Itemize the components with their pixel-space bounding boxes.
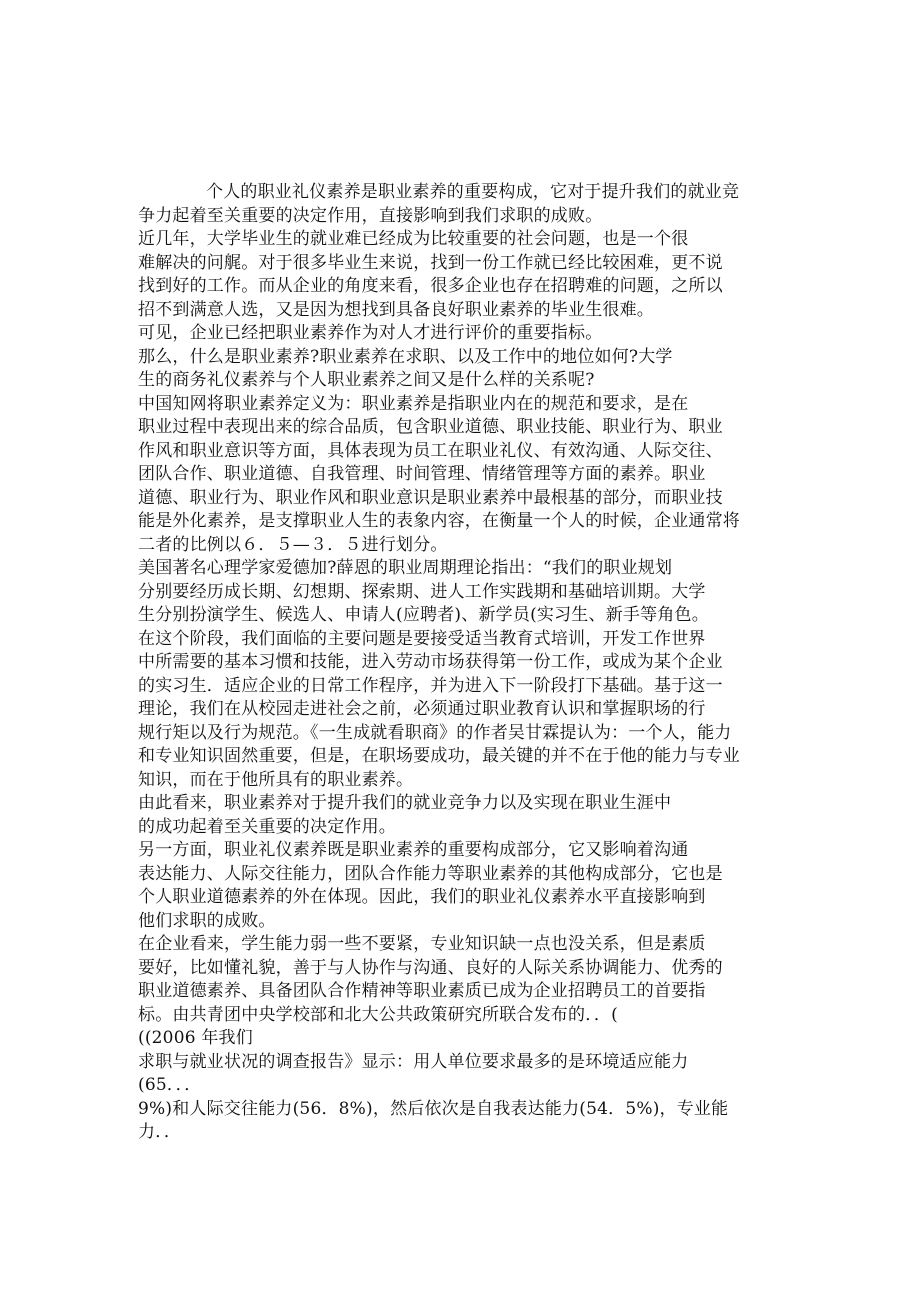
text-line: 生的商务礼仪素养与个人职业素养之间又是什么样的关系呢?	[138, 370, 595, 390]
text-line: 美国著名心理学家爱德加?薛恩的职业周期理论指出：“我们的职业规划	[138, 558, 673, 578]
text-line: 知识，而在于他所具有的职业素养。	[138, 769, 414, 790]
text-line: 能是外化素养，是支撑职业人生的表象内容，在衡量一个人的时候，企业通常将	[138, 511, 740, 531]
text-line: 规行矩以及行为规范。《一生成就看职商》的作者吴甘霖提认为：一个人，能力	[138, 722, 732, 743]
text-line: 争力起着至关重要的决定作用，直接影响到我们求职的成败。	[138, 205, 603, 226]
text-line: 在这个阶段，我们面临的主要问题是要接受适当教育式培训，开发工作世界	[138, 628, 706, 649]
text-line: ((2006 年我们	[138, 1028, 253, 1048]
text-line: (65．．．	[138, 1075, 202, 1095]
document-body	[138, 181, 798, 1145]
text-line: 理论，我们在从校园走进社会之前，必须通过职业教育认识和掌握职场的行	[138, 699, 706, 719]
text-line: 团队合作、职业道德、自我管理、时间管理、情绪管理等方面的素养。职业	[138, 464, 706, 484]
text-line: 的实习生．适应企业的日常工作程序，并为进入下一阶段打下基础。基于这一	[138, 675, 723, 696]
text-line: 中国知网将职业素养定义为：职业素养是指职业内在的规范和要求，是在	[138, 393, 689, 414]
text-line: 9%)和人际交往能力(56．8%)，然后依次是自我表达能力(54．5%)，专业能	[138, 1098, 729, 1119]
text-line: 另一方面，职业礼仪素养既是职业素养的重要构成部分，它又影响着沟通	[138, 840, 689, 860]
text-line: 招不到满意人选，又是因为想找到具备良好职业素养的毕业生很难。	[138, 299, 654, 320]
text-line: 由此看来，职业素养对于提升我们的就业竞争力以及实现在职业生涯中	[138, 793, 672, 813]
text-line: 道德、职业行为、职业作风和职业意识是职业素养中最根基的部分，而职业技	[138, 487, 723, 508]
text-line: 中所需要的基本习惯和技能，进入劳动市场获得第一份工作，或成为某个企业	[138, 652, 723, 672]
text-line: 力．．	[138, 1122, 182, 1142]
text-line: 可见，企业已经把职业素养作为对人才进行评价的重要指标。	[138, 323, 603, 343]
text-line: 标。由共青团中央学校部和北大公共政策研究所联合发布的．．(	[138, 1004, 618, 1025]
text-line: 要好，比如懂礼貌，善于与人协作与沟通、良好的人际关系协调能力、优秀的	[138, 957, 723, 978]
text-line: 那么，什么是职业素养?职业素养在求职、以及工作中的地位如何?大学	[138, 346, 673, 367]
text-line: 职业道德素养、具备团队合作精神等职业素质已成为企业招聘员工的首要指	[138, 981, 706, 1001]
text-line: 作风和职业意识等方面，具体表现为员工在职业礼仪、有效沟通、人际交往、	[138, 440, 723, 461]
text-line: 个人的职业礼仪素养是职业素养的重要构成，它对于提升我们的就业竞	[206, 182, 740, 202]
text-line: 和专业知识固然重要，但是，在职场要成功，最关键的并不在于他的能力与专业	[138, 746, 740, 766]
text-line: 二者的比例以６．５—３．５进行划分。	[138, 534, 448, 555]
text-line: 他们求职的成败。	[138, 910, 276, 931]
text-line: 找到好的工作。而从企业的角度来看，很多企业也存在招聘难的问题，之所以	[138, 276, 723, 296]
text-line: 求职与就业状况的调查报告》显示：用人单位要求最多的是环境适应能力	[138, 1051, 689, 1072]
text-line: 职业过程中表现出来的综合品质，包含职业道德、职业技能、职业行为、职业	[138, 417, 723, 437]
text-line: 生分别扮演学生、候选人、申请人(应聘者)、新学员(实习生、新手等角色。	[138, 605, 709, 625]
text-line: 表达能力、人际交往能力，团队合作能力等职业素养的其他构成部分，它也是	[138, 863, 723, 884]
text-line: 个人职业道德素养的外在体现。因此，我们的职业礼仪素养水平直接影响到	[138, 887, 706, 907]
text-line: 近几年，大学毕业生的就业难已经成为比较重要的社会问题，也是一个很	[138, 229, 689, 249]
text-line: 难解决的问艉。对于很多毕业生来说，找到一份工作就已经比较困难，更不说	[138, 252, 723, 273]
text-line: 在企业看来，学生能力弱一些不要紧，专业知识缺一点也没关系，但是素质	[138, 934, 706, 954]
text-line: 分别要经历成长期、幻想期、探索期、进人工作实践期和基础培训期。大学	[138, 581, 706, 602]
text-line: 的成功起着至关重要的决定作用。	[138, 816, 396, 837]
